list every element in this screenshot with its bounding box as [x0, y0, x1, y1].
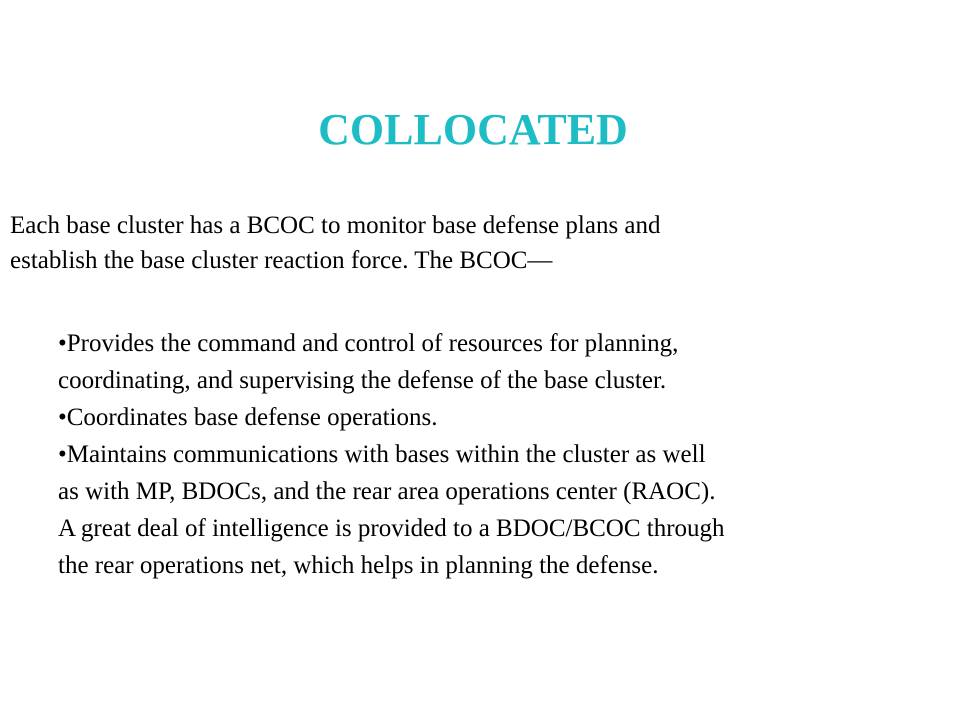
bullet-item-coordinates [58, 399, 948, 436]
bullet-line: as with MP, BDOCs, and the rear area operations center (RAOC). [58, 478, 716, 505]
bullet-item-command-control [58, 325, 948, 399]
bullet-line: •Maintains communications with bases within the cluster as well [58, 441, 706, 468]
bullet-line: A great deal of intelligence is provided to a BDOC/BCOC through [58, 515, 725, 542]
intro-paragraph [10, 208, 930, 278]
bullet-list [58, 325, 948, 584]
bullet-line: the rear operations net, which helps in planning the defense. [58, 552, 659, 579]
bullet-line: •Coordinates base defense operations. [58, 404, 438, 431]
intro-line: establish the base cluster reaction force. The BCOC— [10, 247, 553, 274]
bullet-line: •Provides the command and control of resources for planning, [58, 330, 679, 357]
bullet-item-communications [58, 436, 948, 584]
bullet-line: coordinating, and supervising the defense of the base cluster. [58, 367, 667, 394]
intro-line: Each base cluster has a BCOC to monitor base defense plans and [10, 212, 661, 239]
slide-title: COLLOCATED [318, 105, 628, 154]
